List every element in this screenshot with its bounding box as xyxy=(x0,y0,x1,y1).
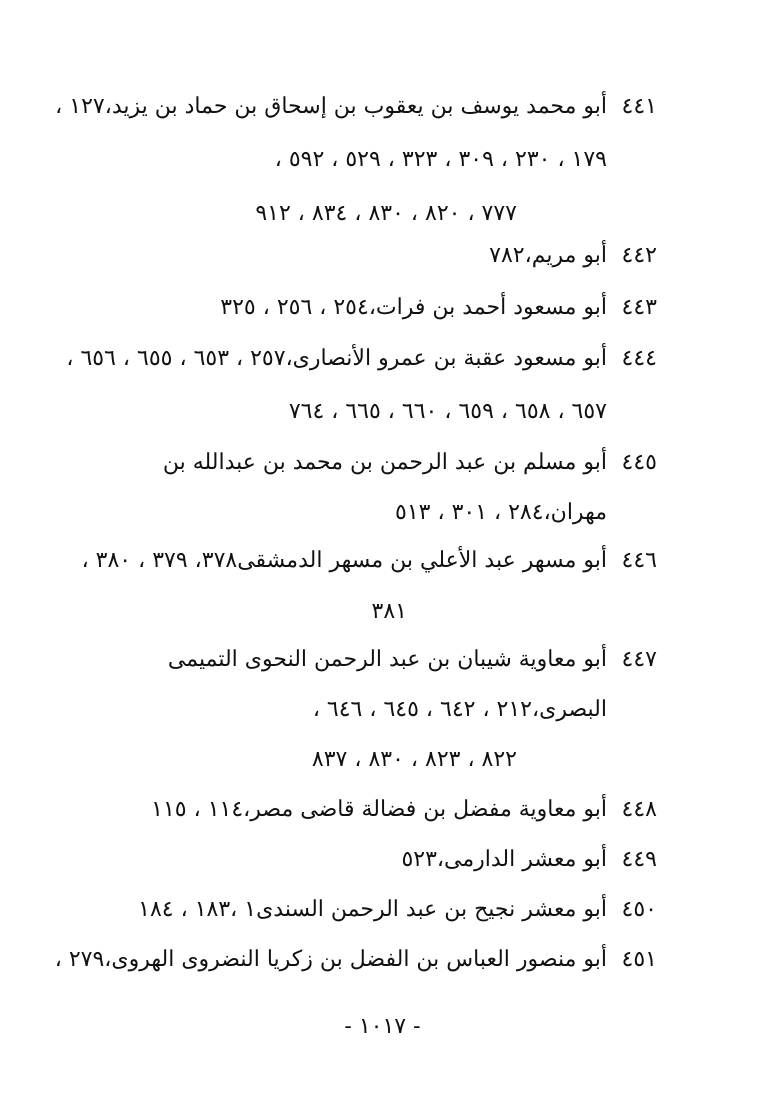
entry-text-line: أبو منصور العباس بن الفضل بن زكريا النضروى الهروى،٢٧٩ ، xyxy=(54,947,607,972)
entry-text-line: ٦٥٧ ، ٦٥٨ ، ٦٥٩ ، ٦٦٠ ، ٦٦٥ ، ٧٦٤ xyxy=(288,399,607,424)
entry-text-line: أبو معاوية شيبان بن عبد الرحمن النحوى التميمى xyxy=(167,647,607,672)
index-entry-443 xyxy=(97,293,657,323)
page-number: - ١٠١٧ - xyxy=(344,1014,421,1039)
entry-text-line: أبو معاوية مفضل بن فضالة قاضى مصر،١١٤ ، ١١٥ xyxy=(151,797,607,822)
entry-number: ٤٤٣ xyxy=(621,295,657,320)
entry-number: ٤٥٠ xyxy=(621,897,657,922)
index-entry-447 xyxy=(97,645,657,775)
index-entry-445 xyxy=(97,448,657,528)
index-entry-451 xyxy=(54,945,657,975)
entry-text-line: أبو مسعود أحمد بن فرات،٢٥٤ ، ٢٥٦ ، ٣٢٥ xyxy=(220,295,607,320)
entry-text-line: أبو مريم،٧٨٢ xyxy=(489,243,607,268)
entry-number: ٤٤٦ xyxy=(621,548,657,573)
entry-text-line: أبو محمد يوسف بن يعقوب بن إسحاق بن حماد بن يزيد،١٢٧ ، xyxy=(55,94,607,119)
index-entry-442 xyxy=(97,241,657,271)
entry-number: ٤٤٢ xyxy=(621,243,657,268)
entry-text-line: أبو معشر نجيح بن عبد الرحمن السندى١ ،١٨٣ ، ١٨٤ xyxy=(138,897,607,922)
entry-number: ٤٥١ xyxy=(621,947,657,972)
entry-text-line: ٨٢٢ ، ٨٢٣ ، ٨٣٠ ، ٨٣٧ xyxy=(311,747,517,772)
entry-number: ٤٤٧ xyxy=(621,647,657,672)
index-entry-448 xyxy=(97,795,657,825)
entry-number: ٤٤٨ xyxy=(621,797,657,822)
index-entry-444 xyxy=(66,344,657,424)
entry-number: ٤٤٩ xyxy=(621,847,657,872)
entry-text-line: ١٧٩ ، ٢٣٠ ، ٣٠٩ ، ٣٢٣ ، ٥٢٩ ، ٥٩٢ ، xyxy=(274,147,607,172)
index-entry-446 xyxy=(81,546,657,626)
entry-text-line: أبو مسهر عبد الأعلي بن مسهر الدمشقى٣٧٨، ٣٧٩ ، ٣٨٠ ، xyxy=(81,548,607,573)
entry-text-line: أبو معشر الدارمى،٥٢٣ xyxy=(401,847,607,872)
entry-number: ٤٤١ xyxy=(621,94,657,119)
entry-number: ٤٤٥ xyxy=(621,450,657,475)
index-entry-450 xyxy=(97,895,657,925)
index-entry-441 xyxy=(55,92,657,226)
entry-text-line: مهران،٢٨٤ ، ٣٠١ ، ٥١٣ xyxy=(395,500,607,525)
entry-text-line: أبو مسلم بن عبد الرحمن بن محمد بن عبدالله بن xyxy=(162,450,607,475)
entry-number: ٤٤٤ xyxy=(621,346,657,371)
entry-text-line: البصرى،٢١٢ ، ٦٤٢ ، ٦٤٥ ، ٦٤٦ ، xyxy=(312,697,607,722)
entry-text-line: أبو مسعود عقبة بن عمرو الأنصارى،٢٥٧ ، ٦٥٣ ، ٦٥٥ ، ٦٥٦ ، xyxy=(66,346,607,371)
entry-text-line: ٧٧٧ ، ٨٢٠ ، ٨٣٠ ، ٨٣٤ ، ٩١٢ xyxy=(255,201,517,226)
index-entry-449 xyxy=(97,845,657,875)
entry-text-line: ٣٨١ xyxy=(371,599,407,624)
